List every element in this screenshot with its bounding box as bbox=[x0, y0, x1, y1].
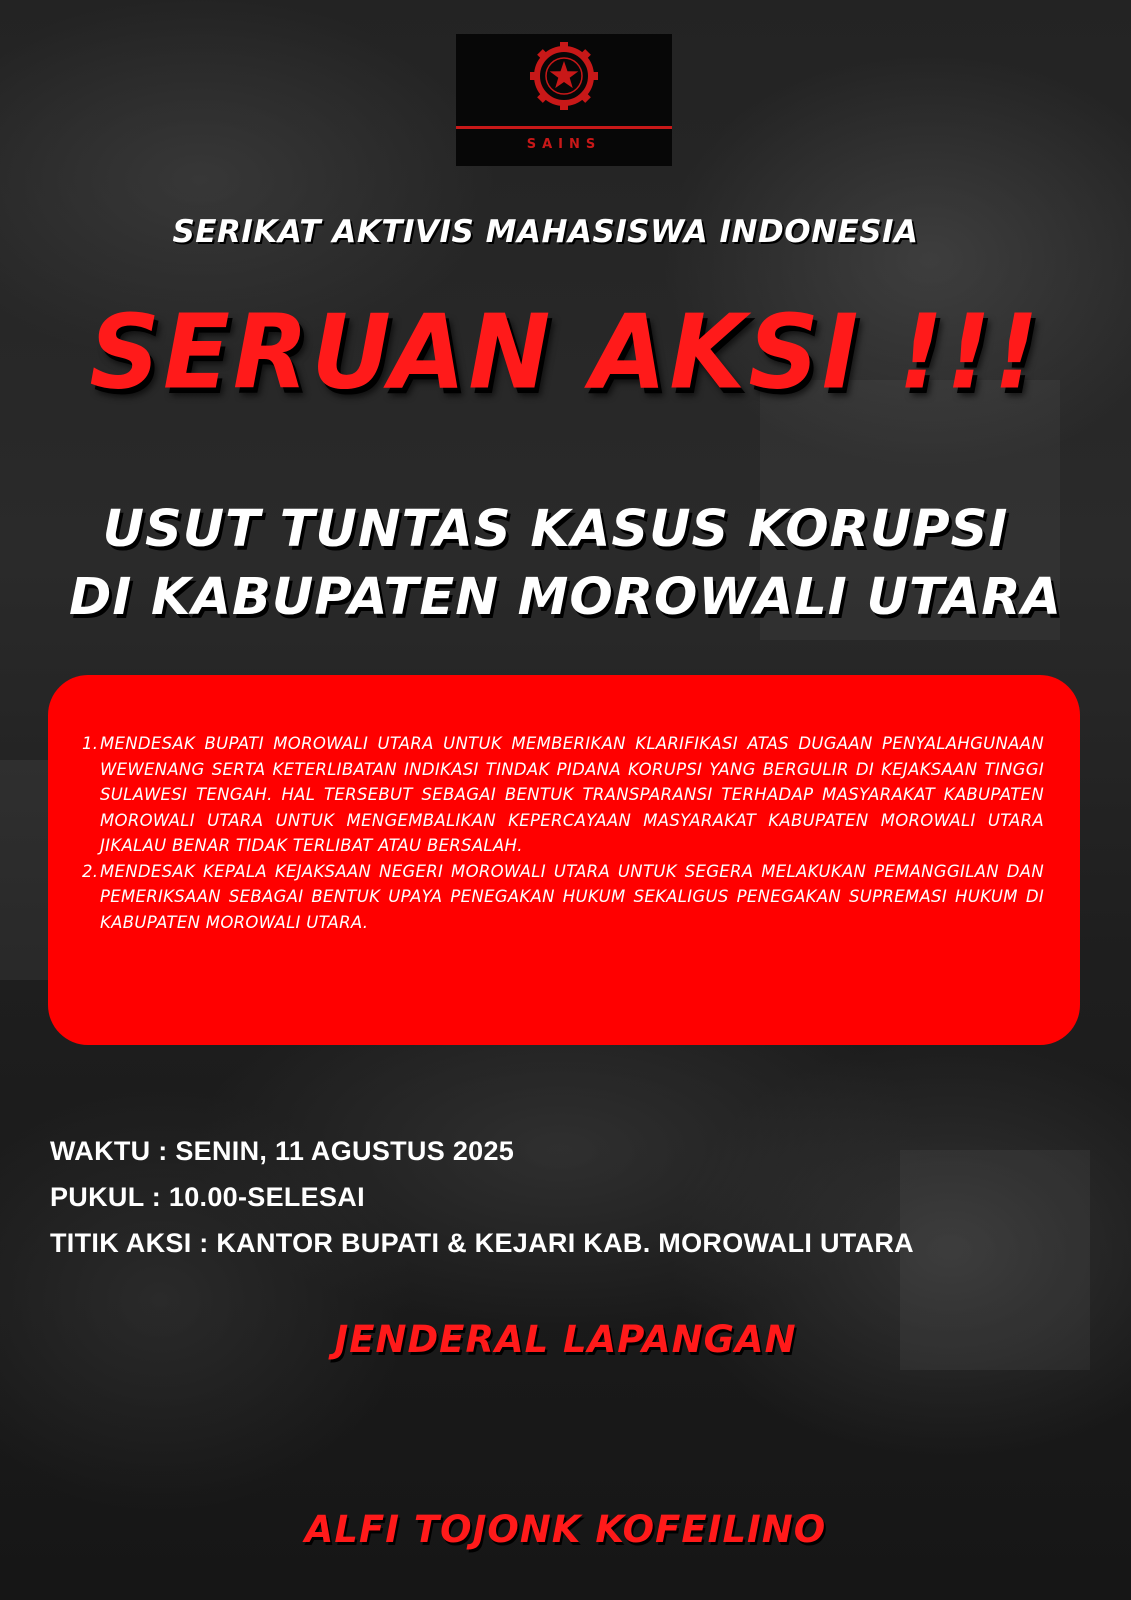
event-hour: PUKUL : 10.00-SELESAI bbox=[50, 1182, 365, 1212]
subheadline-line-2: DI KABUPATEN MOROWALI UTARA bbox=[68, 568, 1062, 627]
person-name: ALFI TOJONK KOFEILINO bbox=[304, 1508, 827, 1551]
demand-item bbox=[82, 859, 1044, 936]
event-time: WAKTU : SENIN, 11 AGUSTUS 2025 bbox=[50, 1136, 515, 1166]
demand-item bbox=[82, 731, 1044, 859]
sains-logo bbox=[456, 34, 672, 166]
demand-text: MENDESAK BUPATI MOROWALI UTARA UNTUK MEMBERIKAN KLARIFIKASI ATAS DUGAAN PENYALAHGUNAAN WEWENANG SERTA KETERLIBATAN INDIKASI TINDAK PIDANA KORUPSI YANG BERGULIR DI KEJAKSAAN TINGGI SULAWESI TENGAH. HAL TERSEBUT SEBAGAI BENTUK TRANSPARANSI TERHADAP MASYARAKAT KABUPATEN MOROWALI UTARA UNTUK MENGEMBALIKAN KEPERCAYAAN MASYARAKAT KABUPATEN MOROWALI UTARA JIKALAU BENAR TIDAK TERLIBAT ATAU BERSALAH. bbox=[100, 734, 1044, 855]
demand-text: MENDESAK KEPALA KEJAKSAAN NEGERI MOROWALI UTARA UNTUK SEGERA MELAKUKAN PEMANGGILAN DAN PEMERIKSAAN SEBAGAI BENTUK UPAYA PENEGAKAN HUKUM SEKALIGUS PENEGAKAN SUPREMASI HUKUM DI KABUPATEN MOROWALI UTARA. bbox=[100, 861, 1044, 932]
demand-number: 1. bbox=[82, 734, 99, 753]
demands-list bbox=[82, 731, 1044, 935]
subheadline-line-1: USUT TUNTAS KASUS KORUPSI bbox=[102, 500, 1009, 559]
event-location: TITIK AKSI : KANTOR BUPATI & KEJARI KAB. MOROWALI UTARA bbox=[50, 1228, 914, 1258]
logo-label: SAINS bbox=[526, 137, 602, 152]
role-title: JENDERAL LAPANGAN bbox=[334, 1318, 797, 1361]
headline: SERUAN AKSI !!! bbox=[89, 293, 1042, 413]
organization-name: SERIKAT AKTIVIS MAHASISWA INDONESIA bbox=[172, 214, 919, 250]
demand-number: 2. bbox=[82, 861, 99, 881]
